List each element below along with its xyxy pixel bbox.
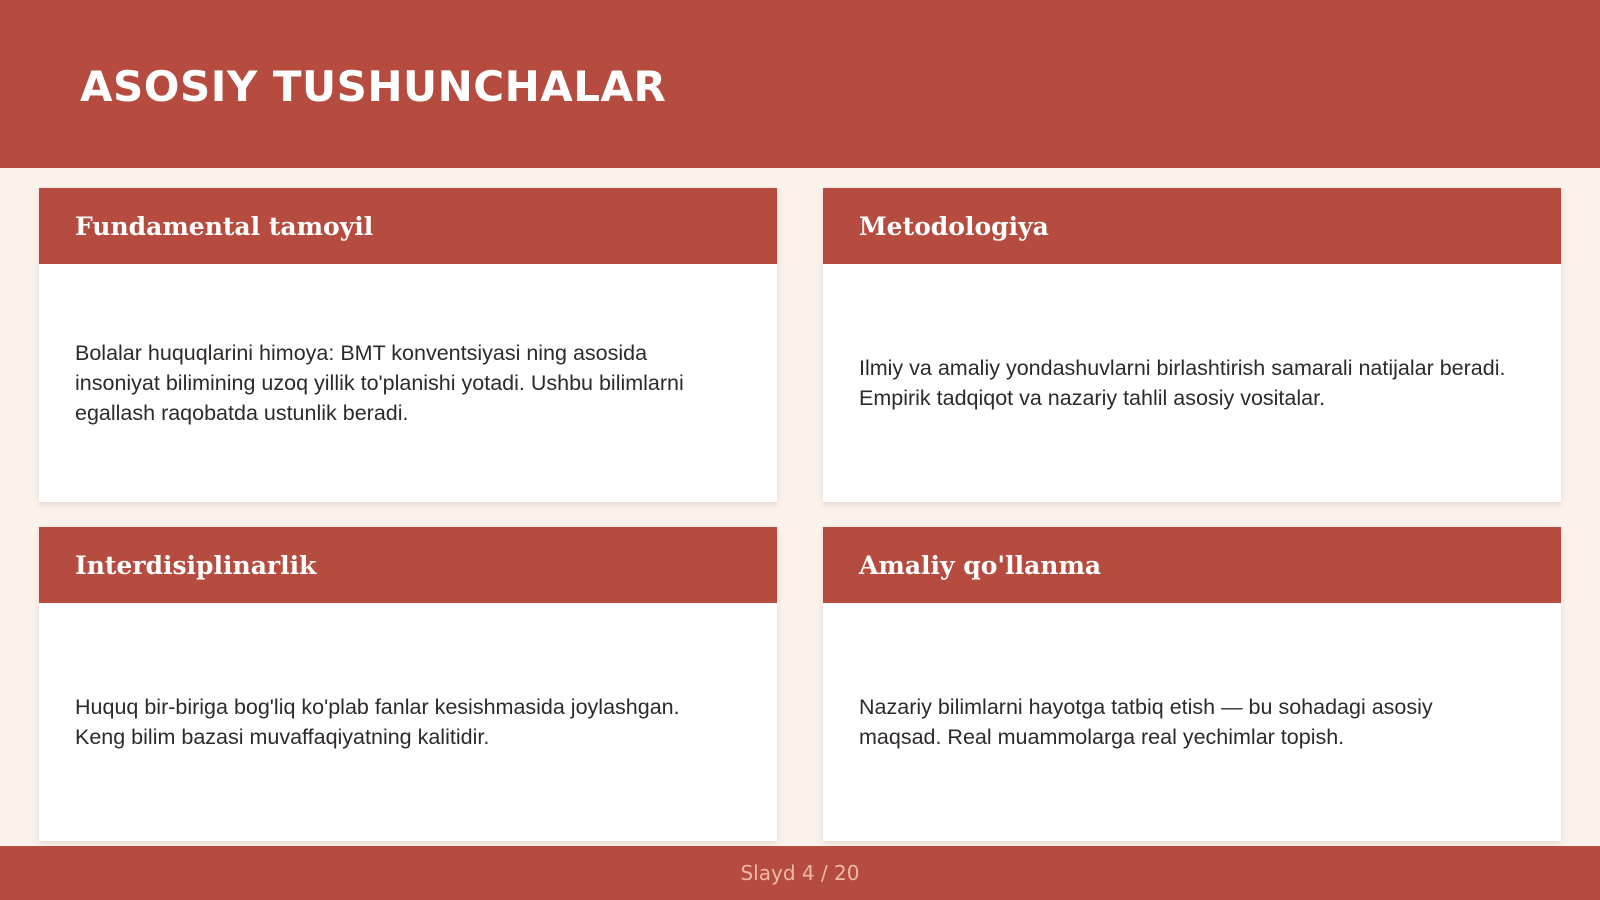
card-header — [39, 527, 777, 603]
card-fundamental-tamoyil — [39, 188, 777, 502]
card-body — [823, 264, 1561, 502]
card-text: Huquq bir-biriga bog'liq ko'plab fanlar kesishmasida joylashgan. Keng bilim bazasi muvaffaqiyatning kalitidir. — [75, 695, 680, 749]
slide-number: Slayd 4 / 20 — [740, 861, 860, 885]
card-header — [823, 188, 1561, 264]
card-title: Amaliy qo'llanma — [859, 550, 1102, 580]
card-body — [39, 603, 777, 841]
slide-header — [0, 0, 1600, 168]
card-body — [823, 603, 1561, 841]
card-text: Ilmiy va amaliy yondashuvlarni birlashtirish samarali natijalar beradi. Empirik tadqiqot va nazariy tahlil asosiy vositalar. — [859, 356, 1506, 410]
slide-title: ASOSIY TUSHUNCHALAR — [80, 62, 667, 111]
card-text: Bolalar huquqlarini himoya: BMT konventsiyasi ning asosida insoniyat bilimining uzoq yillik to'planishi yotadi. Ushbu bilimlarni egallash raqobatda ustunlik beradi. — [75, 341, 684, 425]
card-title: Interdisiplinarlik — [75, 550, 317, 580]
card-header — [823, 527, 1561, 603]
slide-footer — [0, 846, 1600, 900]
card-title: Fundamental tamoyil — [75, 211, 374, 241]
card-text: Nazariy bilimlarni hayotga tatbiq etish — bu sohadagi asosiy maqsad. Real muammolarga real yechimlar topish. — [859, 695, 1433, 749]
card-interdisiplinarlik — [39, 527, 777, 841]
card-title: Metodologiya — [859, 211, 1049, 241]
card-amaliy-qollanma — [823, 527, 1561, 841]
card-body — [39, 264, 777, 502]
card-header — [39, 188, 777, 264]
card-metodologiya — [823, 188, 1561, 502]
